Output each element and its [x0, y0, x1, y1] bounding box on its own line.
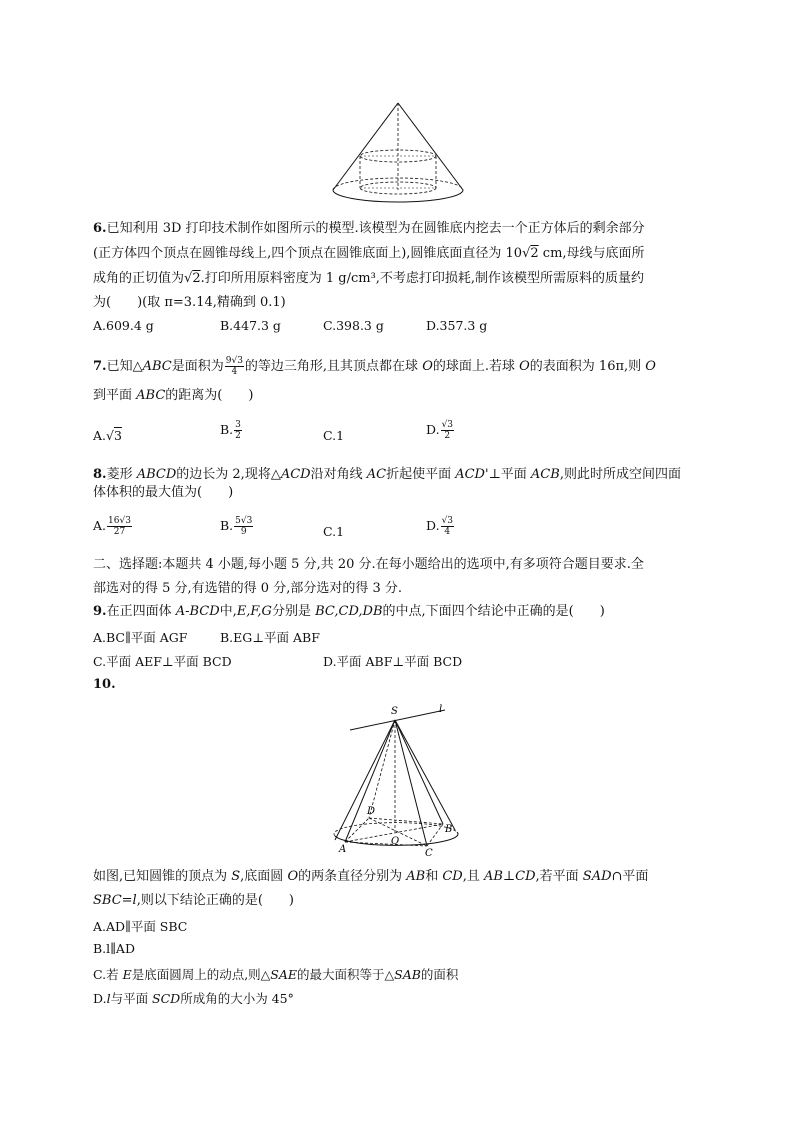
label-b: B — [445, 824, 453, 835]
q6-line4: 为( )(取 π=3.14,精确到 0.1) — [93, 295, 286, 310]
q10-option-b[interactable]: B.l∥AD — [93, 941, 135, 956]
q7-option-a[interactable]: A.√3 — [93, 428, 122, 443]
label-s: S — [391, 706, 398, 717]
q6-option-b[interactable]: B.447.3 g — [220, 318, 281, 333]
q7-fraction: $\frac{9√3}{4}$ — [225, 356, 243, 377]
q6-text1: 已知利用 3D 打印技术制作如图所示的模型.该模型为在圆锥底内挖去一个正方体后的剩余部分 — [106, 221, 645, 236]
q8-option-c[interactable]: C.1 — [323, 524, 345, 539]
q10-line1: 如图,已知圆锥的顶点为 S,底面圆 O的两条直径分别为 AB和 CD,且 AB⊥CD,若平面 SAD∩平面 — [93, 869, 649, 884]
section2-line2: 部选对的得 5 分,有选错的得 0 分,部分选对的得 3 分. — [93, 581, 403, 596]
q9-option-a[interactable]: A.BC∥平面 AGF — [93, 630, 188, 645]
q7-option-b[interactable]: B. $\frac{3}{2}$ — [220, 420, 241, 441]
label-d: D — [367, 806, 376, 817]
q7-option-c[interactable]: C.1 — [323, 428, 345, 443]
q9-option-b[interactable]: B.EG⊥平面 ABF — [220, 630, 320, 645]
q8-line1: 8.菱形 ABCD的边长为 2,现将△ACD沿对角线 AC折起使平面 ACD'⊥平面 ACB,则此时所成空间四面 — [93, 467, 681, 482]
q6-line2 — [93, 245, 645, 263]
q9-option-c[interactable]: C.平面 AEF⊥平面 BCD — [93, 654, 232, 669]
cone-figure — [339, 700, 465, 860]
q6-line3 — [93, 270, 644, 288]
q10-option-d[interactable]: D.l与平面 SCD所成角的大小为 45° — [93, 991, 294, 1006]
q6-line1 — [93, 220, 645, 238]
q10-option-a[interactable]: A.AD∥平面 SBC — [93, 919, 188, 934]
q6-text3a: 成角的正切值为 — [93, 271, 185, 286]
q6-number: 6. — [93, 221, 107, 236]
q8-number: 8. — [93, 467, 107, 482]
q8-option-d[interactable]: D. $\frac{√3}{4}$ — [426, 516, 454, 537]
q6-text3b: .打印所用原料密度为 1 g/cm³,不考虑打印损耗,制作该模型所需原料的质量约 — [200, 271, 645, 286]
q6-sqrt2: √2 — [184, 271, 201, 286]
q9-option-d[interactable]: D.平面 ABF⊥平面 BCD — [323, 654, 463, 669]
q6-sqrt1: √2 — [522, 246, 539, 261]
label-l: l — [439, 704, 443, 715]
q10-option-c[interactable]: C.若 E是底面圆周上的动点,则△SAE的最大面积等于△SAB的面积 — [93, 967, 459, 982]
q8-line2: 体体积的最大值为( ) — [93, 485, 234, 500]
q9-number: 9. — [93, 604, 107, 619]
q10-number: 10. — [93, 677, 116, 692]
q8-option-a[interactable]: A. $\frac{16√3}{27}$ — [93, 516, 131, 537]
cone-cube-figure — [330, 100, 470, 205]
q9-line1: 9.在正四面体 A-BCD中,E,F,G分别是 BC,CD,DB的中点,下面四个结论中正确的是( ) — [93, 604, 605, 619]
label-c: C — [425, 848, 433, 859]
q6-option-d[interactable]: D.357.3 g — [426, 318, 488, 333]
q7-number: 7. — [93, 359, 107, 374]
q10-line2: SBC=l,则以下结论正确的是( ) — [93, 893, 294, 908]
q6-option-c[interactable]: C.398.3 g — [323, 318, 384, 333]
q6-text2b: cm,母线与底面所 — [538, 246, 645, 261]
q7-line2: 到平面 ABC的距离为( ) — [93, 388, 254, 403]
section2-line1: 二、选择题:本题共 4 小题,每小题 5 分,共 20 分.在每小题给出的选项中,有多项符合题目要求.全 — [93, 557, 644, 572]
label-a: A — [339, 844, 347, 855]
q7-line1: 7.已知△ABC是面积为 $\frac{9√3}{4}$ 的等边三角形,且其顶点都在球 O的球面上.若球 O的表面积为 16π,则 O — [93, 356, 656, 377]
label-o: O — [391, 836, 400, 847]
q8-option-b[interactable]: B. $\frac{5√3}{9}$ — [220, 516, 253, 537]
q7-option-d[interactable]: D. $\frac{√3}{2}$ — [426, 420, 454, 441]
q6-text2a: (正方体四个顶点在圆锥母线上,四个顶点在圆锥底面上),圆锥底面直径为 10 — [93, 246, 523, 261]
q6-option-a[interactable]: A.609.4 g — [93, 318, 154, 333]
